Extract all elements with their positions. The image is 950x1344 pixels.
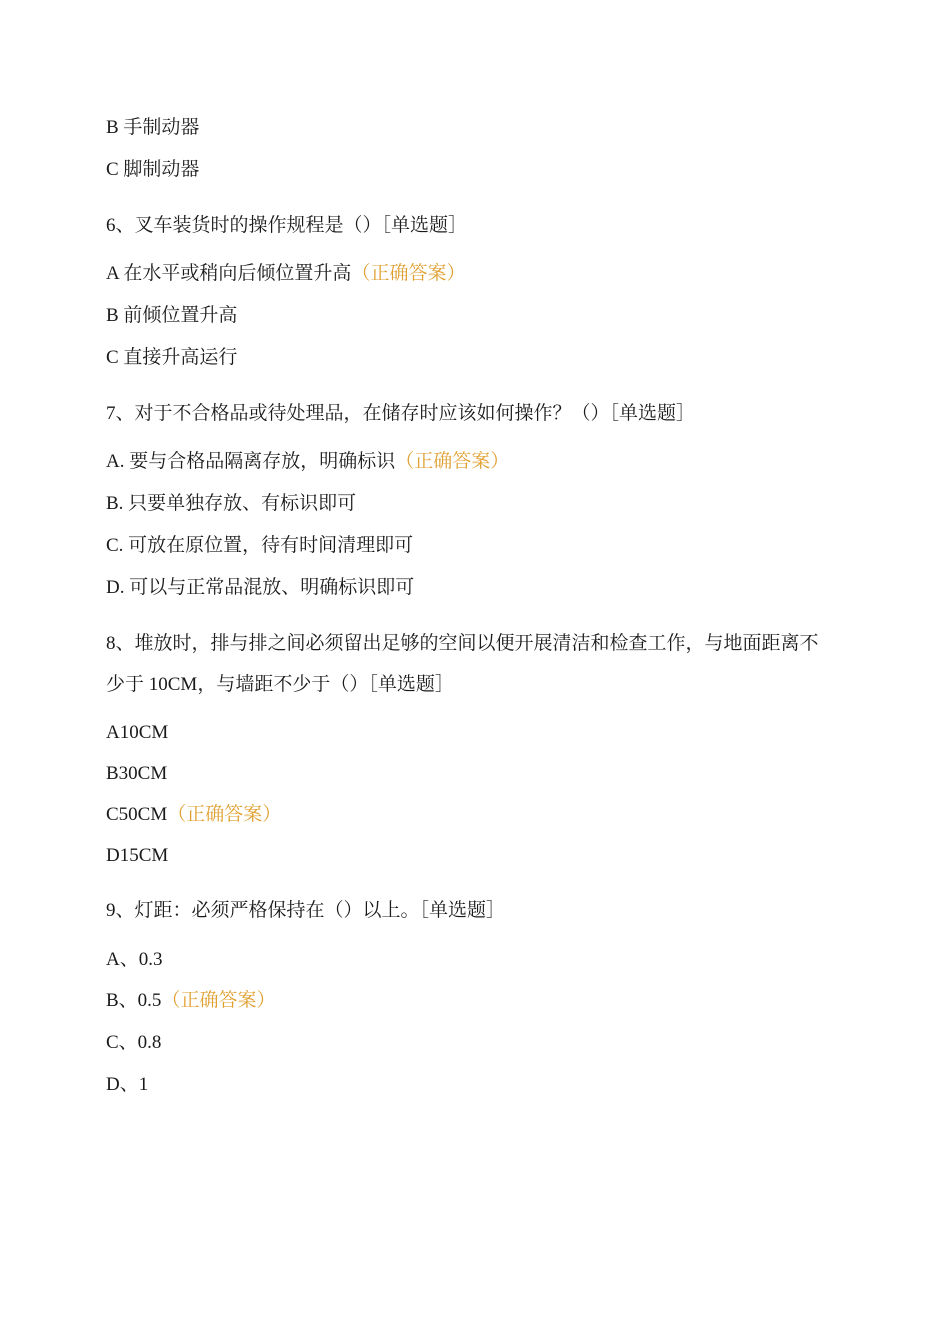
option-text: C. 可放在原位置，待有时间清理即可 [106,535,414,556]
q8-option-d [106,844,168,868]
q6-question [106,214,467,238]
q6-option-a [106,262,465,286]
q8-option-a [106,721,168,745]
option-text: C、0.8 [106,1032,162,1053]
question-text: 7、对于不合格品或待处理品，在储存时应该如何操作？（）［单选题］ [106,403,696,424]
option-text: A. 要与合格品隔离存放，明确标识 [106,451,396,472]
option-text: A10CM [106,722,169,743]
q9-question [106,899,505,923]
correct-answer-label: （正确答案） [161,990,276,1011]
q9-option-a [106,948,162,972]
q9-option-b [106,989,275,1013]
q6-option-b [106,304,237,328]
option-text: C 脚制动器 [106,159,200,180]
question-text: 9、灯距：必须严格保持在（）以上。［单选题］ [106,900,506,921]
q8-question [106,623,836,705]
q7-question [106,402,695,426]
option-text: C50CM [106,804,168,825]
q5-option-c [106,158,199,182]
question-text: 8、堆放时，排与排之间必须留出足够的空间以便开展清洁和检查工作，与地面距离不少于 10CM，与墙距不少于（）［单选题］ [106,633,819,695]
q9-option-c [106,1031,161,1055]
option-text: C 直接升高运行 [106,347,238,368]
option-text: B 手制动器 [106,117,200,138]
q6-option-c [106,346,237,370]
q7-option-d [106,576,414,600]
q5-option-b [106,116,199,140]
option-text: B、0.5 [106,990,162,1011]
correct-answer-label: （正确答案） [351,263,466,284]
question-text: 6、叉车装货时的操作规程是（）［单选题］ [106,215,468,236]
q7-option-a [106,450,509,474]
option-text: D. 可以与正常品混放、明确标识即可 [106,577,415,598]
option-text: D、1 [106,1074,149,1095]
correct-answer-label: （正确答案） [395,451,510,472]
option-text: B 前倾位置升高 [106,305,238,326]
option-text: A 在水平或稍向后倾位置升高 [106,263,352,284]
q7-option-c [106,534,413,558]
q7-option-b [106,492,356,516]
q8-option-c [106,803,281,827]
correct-answer-label: （正确答案） [167,804,282,825]
option-text: A、0.3 [106,949,163,970]
q9-option-d [106,1073,148,1097]
option-text: B. 只要单独存放、有标识即可 [106,493,357,514]
option-text: B30CM [106,763,168,784]
option-text: D15CM [106,845,169,866]
q8-option-b [106,762,167,786]
